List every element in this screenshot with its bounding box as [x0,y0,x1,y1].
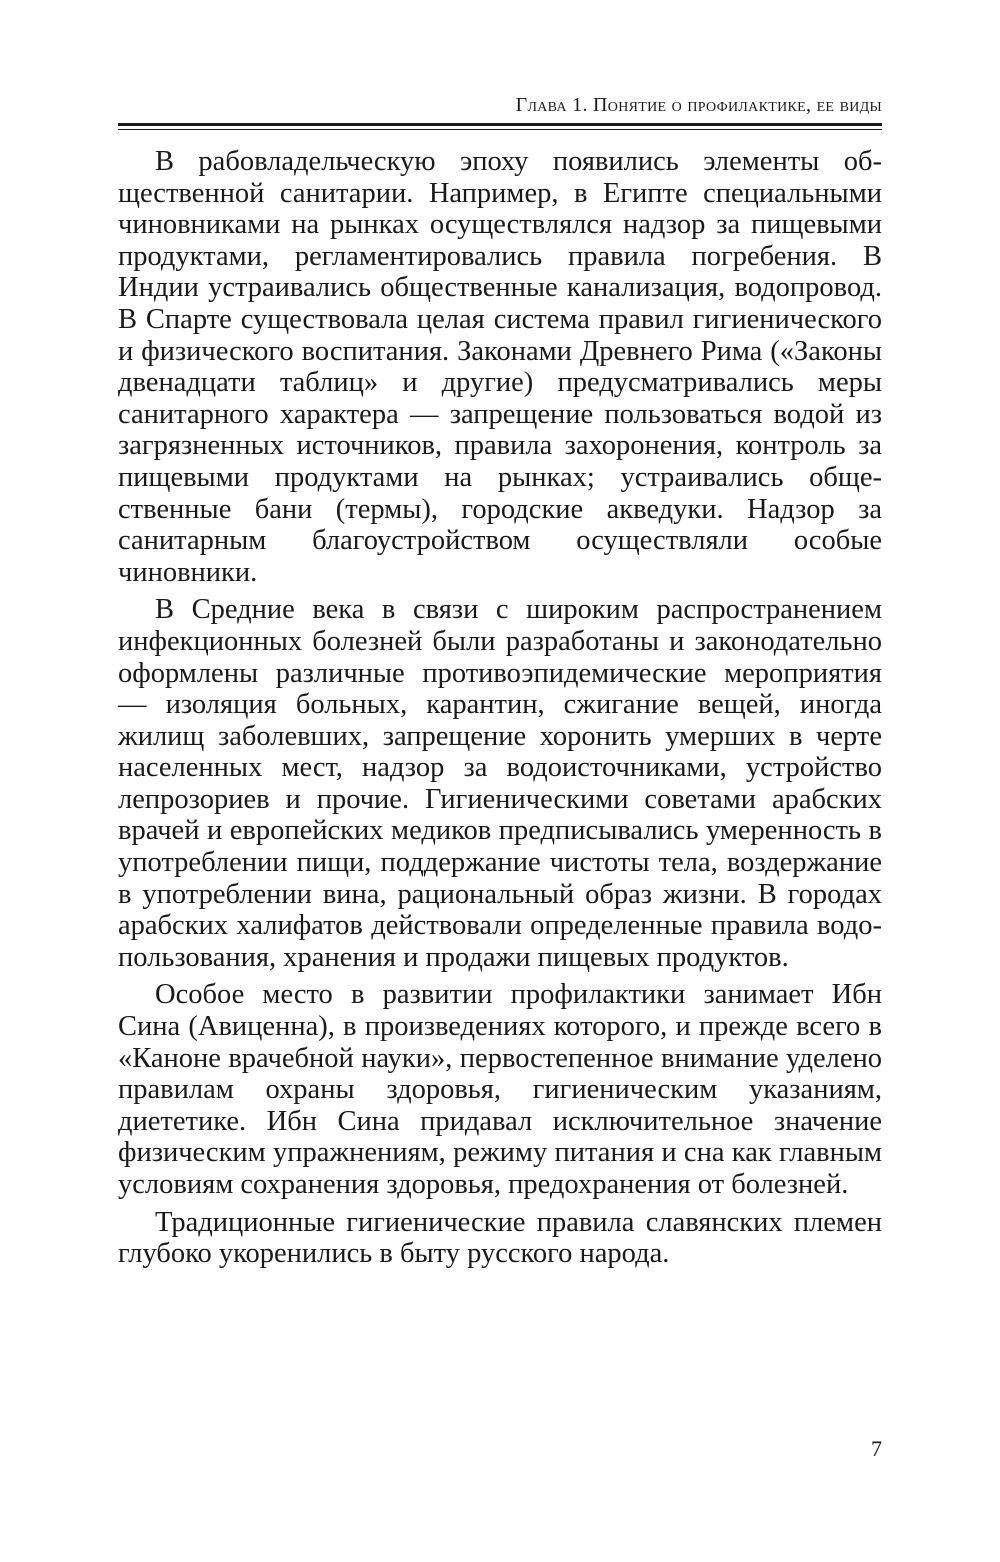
paragraph: Традиционные гигиенические правила славянских племен глубоко укоренились в быту русского народа. [118,1206,882,1270]
body-text [118,146,882,1276]
header-rule-thick [118,123,882,126]
paragraph: Особое место в развитии профилактики занимает Ибн Сина (Авиценна), в произведениях которого, и прежде всего в «Каноне врачебной науки», первостепенное внимание уделено правилам охраны здоровья, гигиеническим указаниям, диететике. Ибн Сина придавал исключительное значение физическим упражнениям, режиму питания и сна как главным условиям сохранения здоровья, предохранения от болезней. [118,979,882,1200]
header-rule-thin [118,129,882,130]
paragraph: В рабовладельческую эпоху появились элементы общественной санитарии. Например, в Египте специальными чиновниками на рынках осуществлялся надзор за пищевыми продуктами, регламентировались правила погребения. В Индии устраивались общественные канализация, водопровод. В Спарте существовала целая система правил гигиенического и физического воспитания. Законами Древнего Рима («Законы двенадцати таблиц» и другие) предусматривались меры санитарного характера — запрещение пользоваться водой из загрязненных источников, правила захоронения, контроль за пищевыми продуктами на рынках; устраивались общественные бани (термы), городские акведуки. Надзор за санитарным благоустройством осуществляли особые чиновники. [118,146,882,588]
paragraph: В Средние века в связи с широким распространением инфекционных болезней были разработаны и законодательно оформлены различные противоэпидемические мероприятия — изоляция больных, карантин, сжигание вещей, иногда жилищ заболевших, запрещение хоронить умерших в черте населенных мест, надзор за водоисточниками, устройство лепрозориев и прочие. Гигиеническими советами арабских врачей и европейских медиков предписывались умеренность в употреблении пищи, поддержание чистоты тела, воздержание в употреблении вина, рациональный образ жизни. В городах арабских халифатов действовали определенные правила водопользования, хранения и продажи пищевых продуктов. [118,594,882,973]
page-number: 7 [871,1436,882,1461]
running-head: Глава 1. Понятие о профилактике, ее виды [515,94,882,116]
